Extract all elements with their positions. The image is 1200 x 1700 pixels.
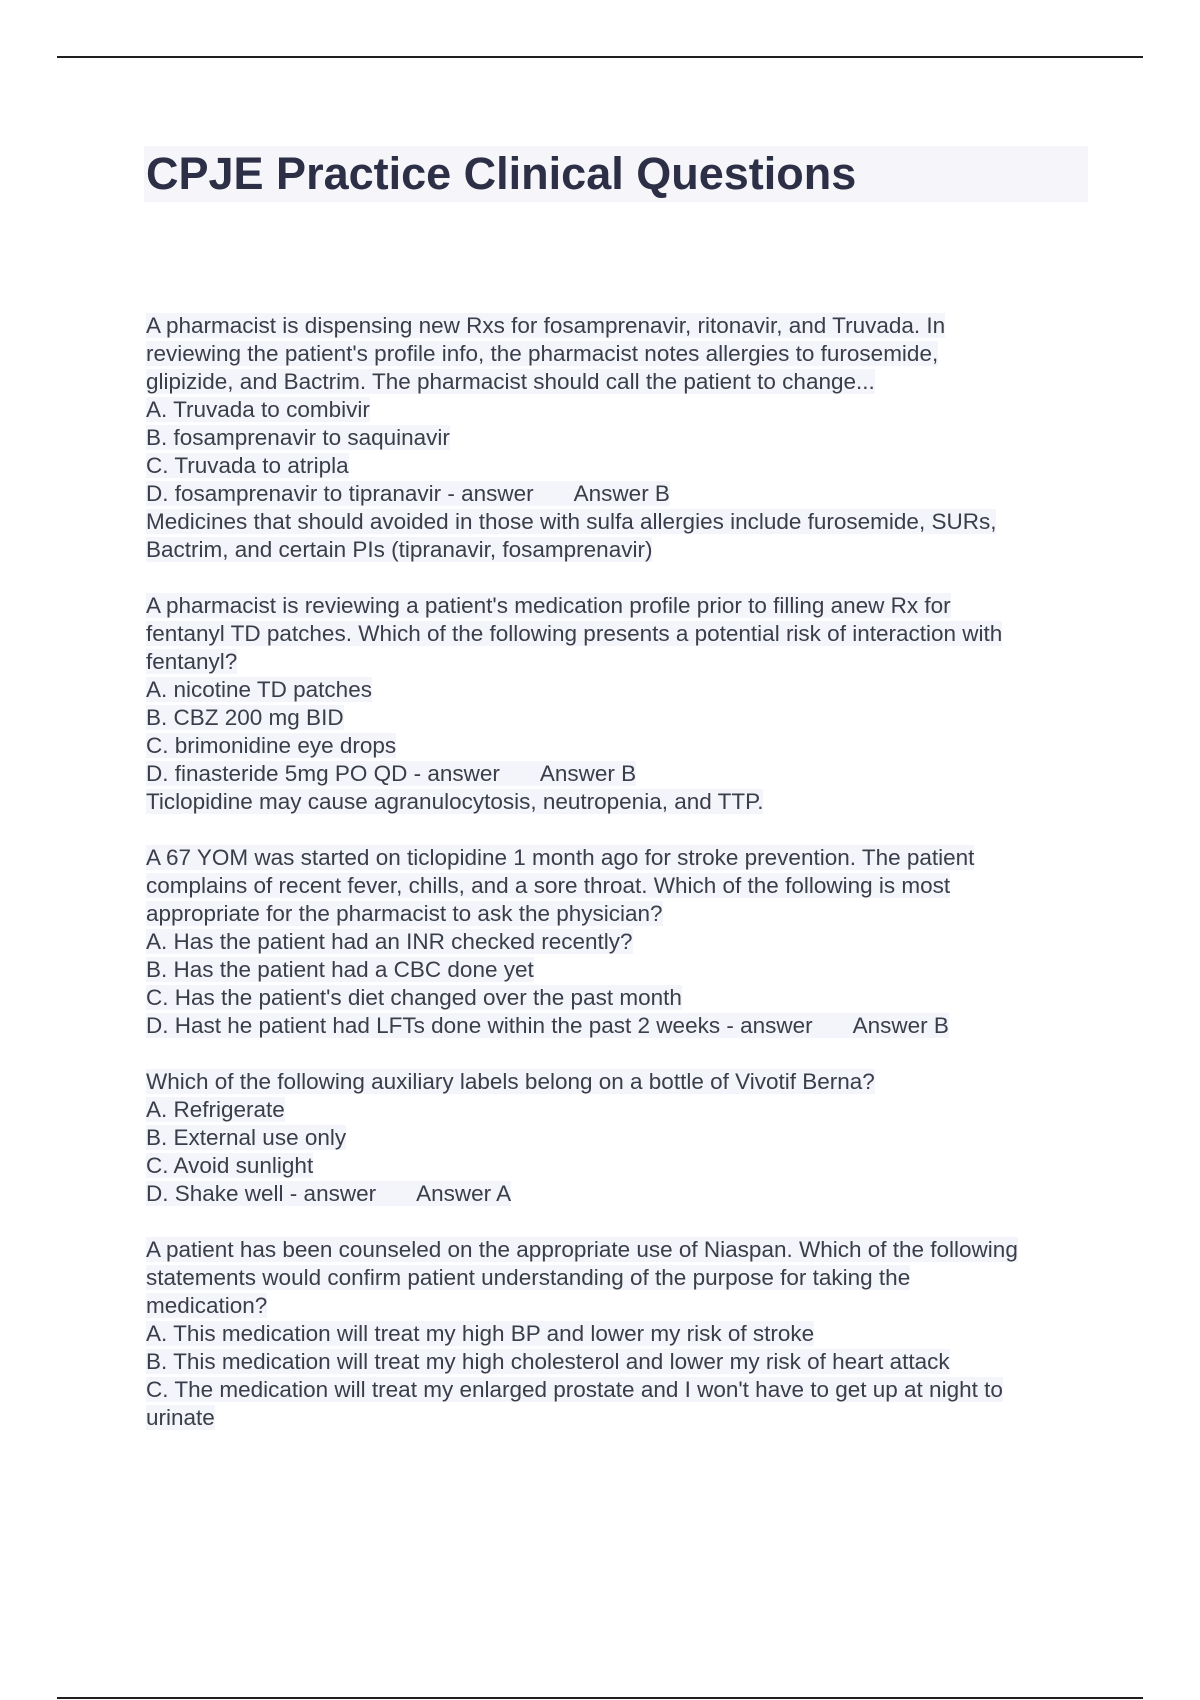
explanation-line: Ticlopidine may cause agranulocytosis, neutropenia, and TTP. — [146, 789, 764, 814]
question-3 — [146, 844, 1096, 1040]
question-5 — [146, 1236, 1096, 1432]
question-stem-line: Which of the following auxiliary labels belong on a bottle of Vivotif Berna? — [146, 1069, 875, 1094]
answer-option: C. The medication will treat my enlarged prostate and I won't have to get up at night to — [146, 1377, 1003, 1402]
question-4 — [146, 1068, 1096, 1208]
answer-option: C. Truvada to atripla — [146, 453, 349, 478]
answer-option: C. brimonidine eye drops — [146, 733, 397, 758]
question-stem-line: fentanyl TD patches. Which of the following presents a potential risk of interaction with — [146, 621, 1003, 646]
answer-option: B. External use only — [146, 1125, 347, 1150]
answer-option: C. Avoid sunlight — [146, 1153, 314, 1178]
question-stem-line: A pharmacist is dispensing new Rxs for fosamprenavir, ritonavir, and Truvada. In — [146, 313, 946, 338]
answer-option: B. CBZ 200 mg BID — [146, 705, 344, 730]
explanation-line: Bactrim, and certain PIs (tipranavir, fosamprenavir) — [146, 537, 653, 562]
top-rule — [57, 56, 1143, 58]
answer-option: D. fosamprenavir to tipranavir - answer Answer B — [146, 481, 670, 506]
correct-answer: Answer B — [852, 1013, 949, 1038]
answer-option: A. Has the patient had an INR checked recently? — [146, 929, 633, 954]
answer-option: D. Hast he patient had LFTs done within the past 2 weeks - answer Answer B — [146, 1013, 949, 1038]
question-stem-line: appropriate for the pharmacist to ask the physician? — [146, 901, 663, 926]
answer-option: A. This medication will treat my high BP and lower my risk of stroke — [146, 1321, 815, 1346]
answer-option: A. nicotine TD patches — [146, 677, 372, 702]
answer-option: urinate — [146, 1405, 215, 1430]
question-stem-line: A pharmacist is reviewing a patient's medication profile prior to filling anew Rx for — [146, 593, 951, 618]
question-stem-line: medication? — [146, 1293, 268, 1318]
correct-answer: Answer A — [416, 1181, 512, 1206]
question-stem-line: A 67 YOM was started on ticlopidine 1 month ago for stroke prevention. The patient — [146, 845, 975, 870]
answer-option: D. finasteride 5mg PO QD - answer Answer B — [146, 761, 637, 786]
correct-answer: Answer B — [539, 761, 637, 786]
question-stem-line: A patient has been counseled on the appropriate use of Niaspan. Which of the following — [146, 1237, 1018, 1262]
question-1 — [146, 312, 1096, 564]
answer-option: A. Truvada to combivir — [146, 397, 370, 422]
explanation-line: Medicines that should avoided in those with sulfa allergies include furosemide, SURs, — [146, 509, 997, 534]
question-stem-line: glipizide, and Bactrim. The pharmacist should call the patient to change... — [146, 369, 875, 394]
answer-option: D. Shake well - answer Answer A — [146, 1181, 512, 1206]
answer-option: B. Has the patient had a CBC done yet — [146, 957, 534, 982]
answer-option: A. Refrigerate — [146, 1097, 285, 1122]
document-body — [146, 312, 1096, 1460]
question-stem-line: reviewing the patient's profile info, the pharmacist notes allergies to furosemide, — [146, 341, 939, 366]
question-stem-line: statements would confirm patient understanding of the purpose for taking the — [146, 1265, 911, 1290]
question-stem-line: complains of recent fever, chills, and a sore throat. Which of the following is most — [146, 873, 951, 898]
answer-option: B. fosamprenavir to saquinavir — [146, 425, 450, 450]
bottom-rule — [57, 1697, 1143, 1699]
answer-option: C. Has the patient's diet changed over the past month — [146, 985, 682, 1010]
answer-option: B. This medication will treat my high cholesterol and lower my risk of heart attack — [146, 1349, 950, 1374]
correct-answer: Answer B — [573, 481, 670, 506]
question-stem-line: fentanyl? — [146, 649, 238, 674]
page-title: CPJE Practice Clinical Questions — [146, 148, 857, 199]
question-2 — [146, 592, 1096, 816]
